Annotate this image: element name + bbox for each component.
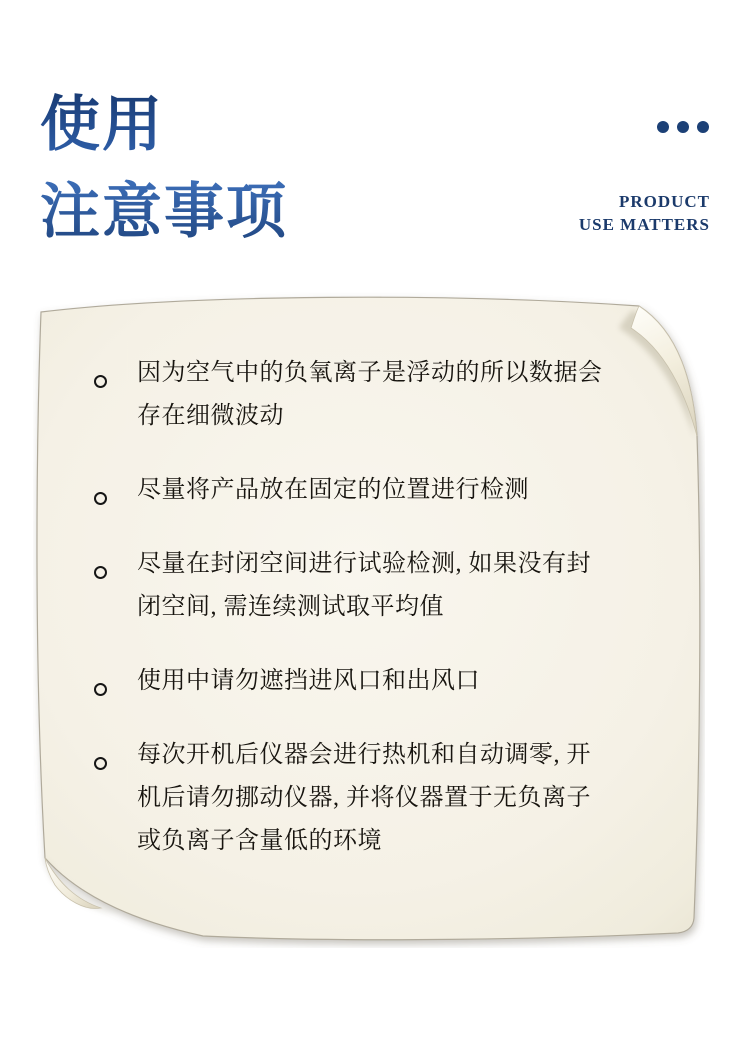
- note-text: 每次开机后仪器会进行热机和自动调零, 开机后请勿挪动仪器, 并将仪器置于无负离子或负离子含量低的环境: [137, 742, 591, 854]
- note-text: 因为空气中的负氧离子是浮动的所以数据会存在细微波动: [137, 360, 603, 429]
- note-item: [94, 352, 665, 438]
- note-item: [94, 660, 665, 703]
- subtitle-line-2: USE MATTERS: [578, 215, 710, 234]
- dot-icon: [677, 121, 689, 133]
- subtitle-line-1: PRODUCT: [618, 192, 710, 211]
- ellipsis-dots: [657, 121, 709, 133]
- circle-bullet-icon: [94, 375, 107, 388]
- note-text: 尽量将产品放在固定的位置进行检测: [137, 477, 529, 503]
- page-title: [40, 82, 288, 256]
- title-line-2: 注意事项: [40, 179, 288, 245]
- note-item: [94, 734, 665, 863]
- notes-paper: [33, 288, 705, 948]
- notes-list: [33, 288, 705, 894]
- circle-bullet-icon: [94, 566, 107, 579]
- note-item: [94, 469, 665, 512]
- note-item: [94, 543, 665, 629]
- title-line-1: 使用: [40, 92, 164, 158]
- note-text: 尽量在封闭空间进行试验检测, 如果没有封闭空间, 需连续测试取平均值: [137, 551, 591, 620]
- note-text: 使用中请勿遮挡进风口和出风口: [137, 668, 480, 694]
- circle-bullet-icon: [94, 683, 107, 696]
- subtitle-en: [579, 190, 710, 236]
- dot-icon: [657, 121, 669, 133]
- circle-bullet-icon: [94, 757, 107, 770]
- dot-icon: [697, 121, 709, 133]
- circle-bullet-icon: [94, 492, 107, 505]
